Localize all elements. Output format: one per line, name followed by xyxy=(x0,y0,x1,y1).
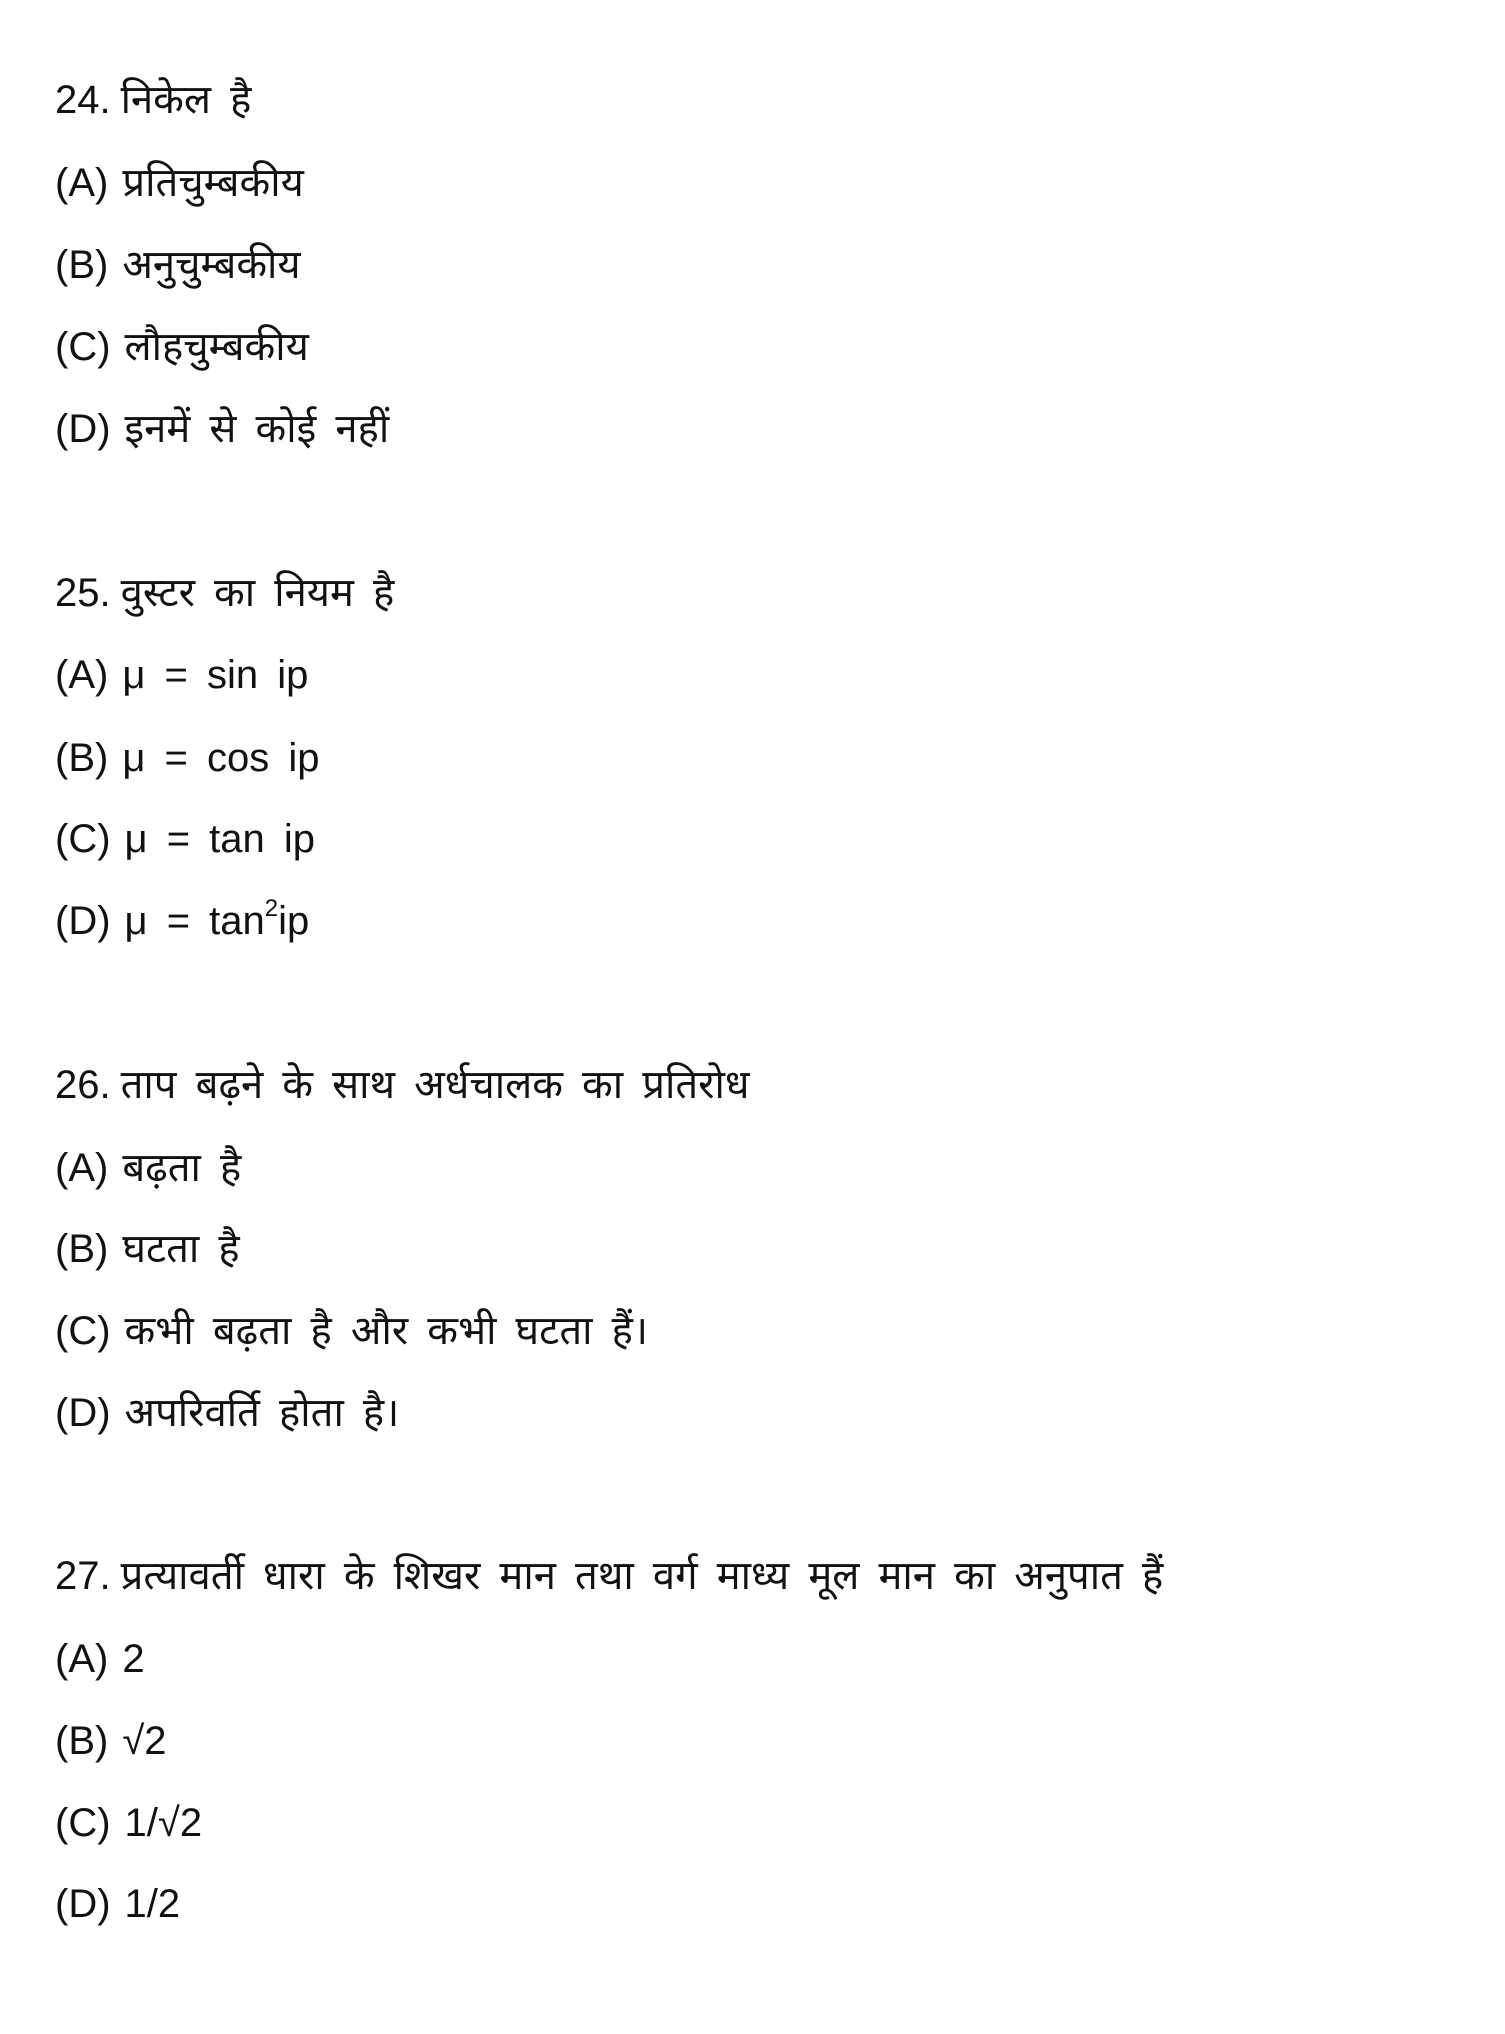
option-label: (B) xyxy=(55,1227,109,1271)
option-text: μ = cos ip xyxy=(122,736,320,780)
option-text: अपरिवर्ति होता है। xyxy=(124,1391,400,1435)
question-25 xyxy=(55,569,394,617)
question-text: वुस्टर का नियम है xyxy=(120,571,395,615)
option-text: √2 xyxy=(122,1719,167,1763)
option-label: (D) xyxy=(55,1391,111,1435)
question-27 xyxy=(55,1552,1163,1600)
option-26-b xyxy=(55,1225,240,1273)
option-label: (A) xyxy=(55,161,109,205)
option-label: (C) xyxy=(55,817,111,861)
option-text: μ = tan ip xyxy=(124,817,316,861)
option-24-a xyxy=(55,159,304,207)
question-number: 25. xyxy=(55,571,111,615)
option-text: 1/2 xyxy=(124,1882,181,1926)
option-text: μ = sin ip xyxy=(122,653,309,697)
option-24-b xyxy=(55,241,301,289)
option-25-c xyxy=(55,815,315,863)
option-text-pre: μ = tan xyxy=(124,899,265,943)
option-text-post: ip xyxy=(278,899,310,943)
option-text: कभी बढ़ता है और कभी घटता हैं। xyxy=(124,1309,649,1353)
question-number: 27. xyxy=(55,1554,111,1598)
option-label: (D) xyxy=(55,1882,111,1926)
option-label: (C) xyxy=(55,1309,111,1353)
option-text: 1/√2 xyxy=(124,1801,203,1845)
option-label: (A) xyxy=(55,1637,109,1681)
question-number: 24. xyxy=(55,78,111,122)
question-number: 26. xyxy=(55,1063,111,1107)
option-text: 2 xyxy=(122,1637,145,1681)
option-text: अनुचुम्बकीय xyxy=(122,243,301,287)
option-text: लौहचुम्बकीय xyxy=(124,325,309,369)
option-text: घटता है xyxy=(122,1227,240,1271)
option-label: (B) xyxy=(55,243,109,287)
option-26-c xyxy=(55,1307,648,1355)
question-text: ताप बढ़ने के साथ अर्धचालक का प्रतिरोध xyxy=(120,1063,750,1107)
option-26-a xyxy=(55,1144,241,1192)
option-label: (B) xyxy=(55,736,109,780)
option-26-d xyxy=(55,1389,399,1437)
option-label: (D) xyxy=(55,899,111,943)
option-label: (A) xyxy=(55,1146,109,1190)
option-text: प्रतिचुम्बकीय xyxy=(122,161,304,205)
option-label: (C) xyxy=(55,1801,111,1845)
option-27-a xyxy=(55,1635,145,1683)
superscript-exponent: 2 xyxy=(264,894,279,922)
option-label: (B) xyxy=(55,1719,109,1763)
option-27-c xyxy=(55,1799,202,1847)
question-24 xyxy=(55,76,251,124)
question-text: प्रत्यावर्ती धारा के शिखर मान तथा वर्ग माध्य मूल मान का अनुपात हैं xyxy=(120,1554,1164,1598)
option-25-a xyxy=(55,651,308,699)
option-label: (A) xyxy=(55,653,109,697)
question-26 xyxy=(55,1061,750,1109)
option-25-b xyxy=(55,734,319,782)
option-label: (C) xyxy=(55,325,111,369)
option-text: बढ़ता है xyxy=(122,1146,242,1190)
option-24-c xyxy=(55,323,309,371)
option-27-b xyxy=(55,1717,167,1765)
option-27-d xyxy=(55,1880,180,1928)
option-text: इनमें से कोई नहीं xyxy=(124,407,390,451)
option-25-d xyxy=(55,894,310,945)
option-24-d xyxy=(55,405,389,453)
option-label: (D) xyxy=(55,407,111,451)
question-text: निकेल है xyxy=(120,78,252,122)
